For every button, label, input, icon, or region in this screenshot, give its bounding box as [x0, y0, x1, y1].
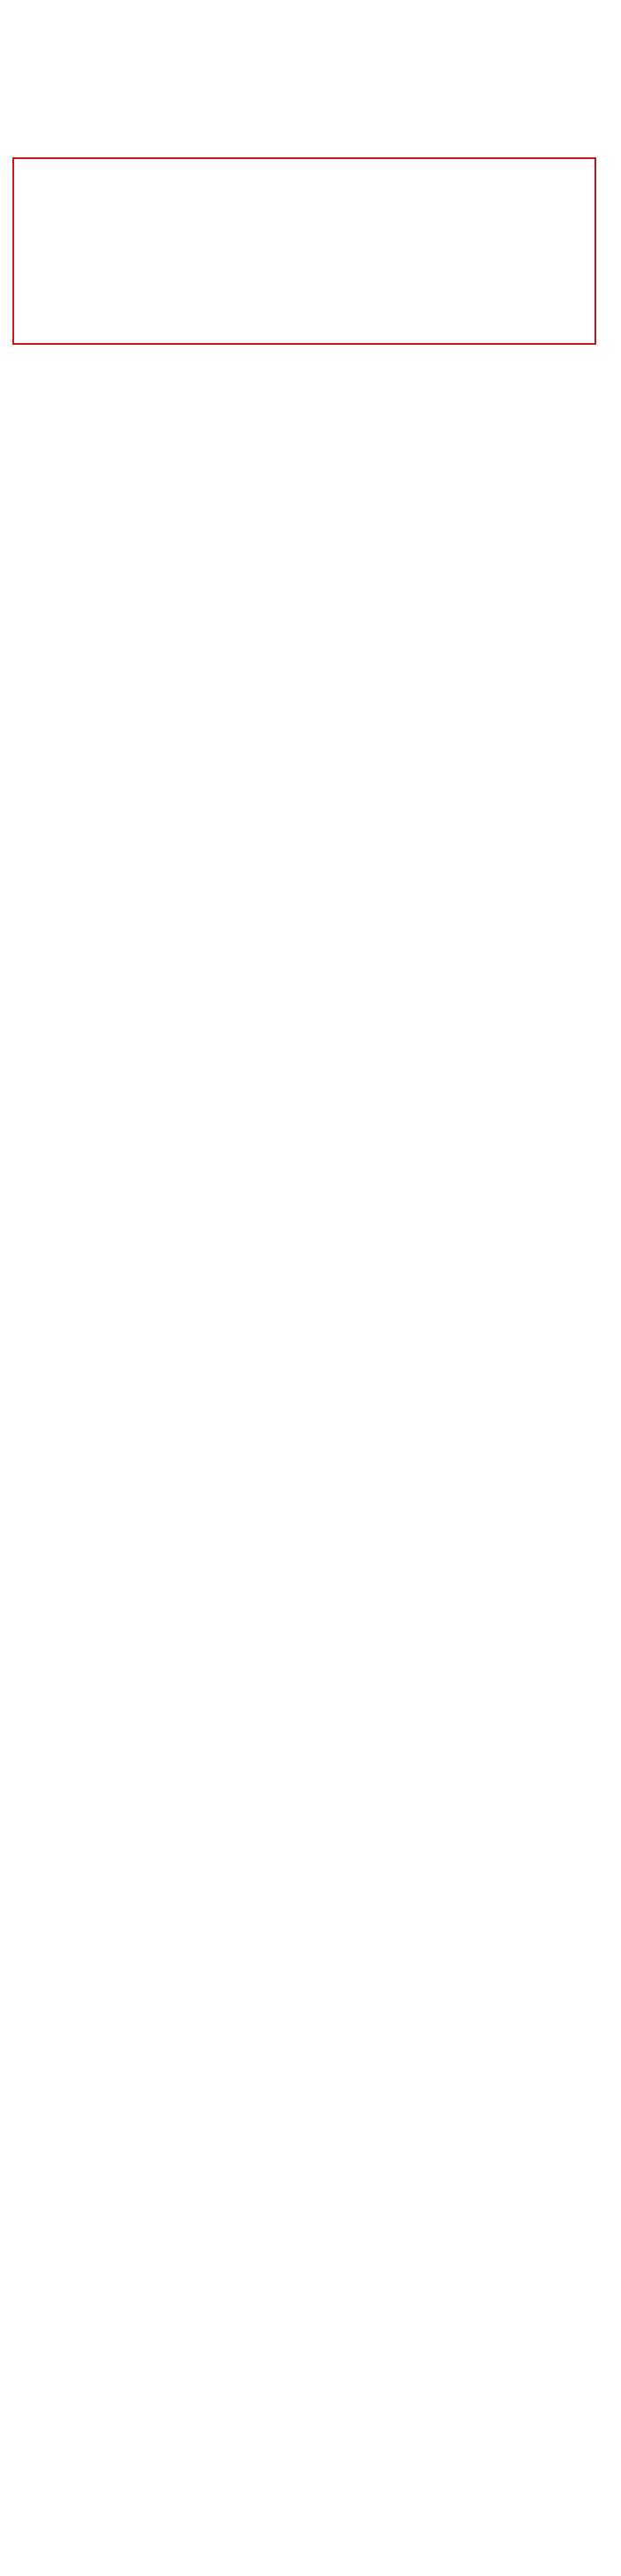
highlight-box — [12, 157, 596, 345]
